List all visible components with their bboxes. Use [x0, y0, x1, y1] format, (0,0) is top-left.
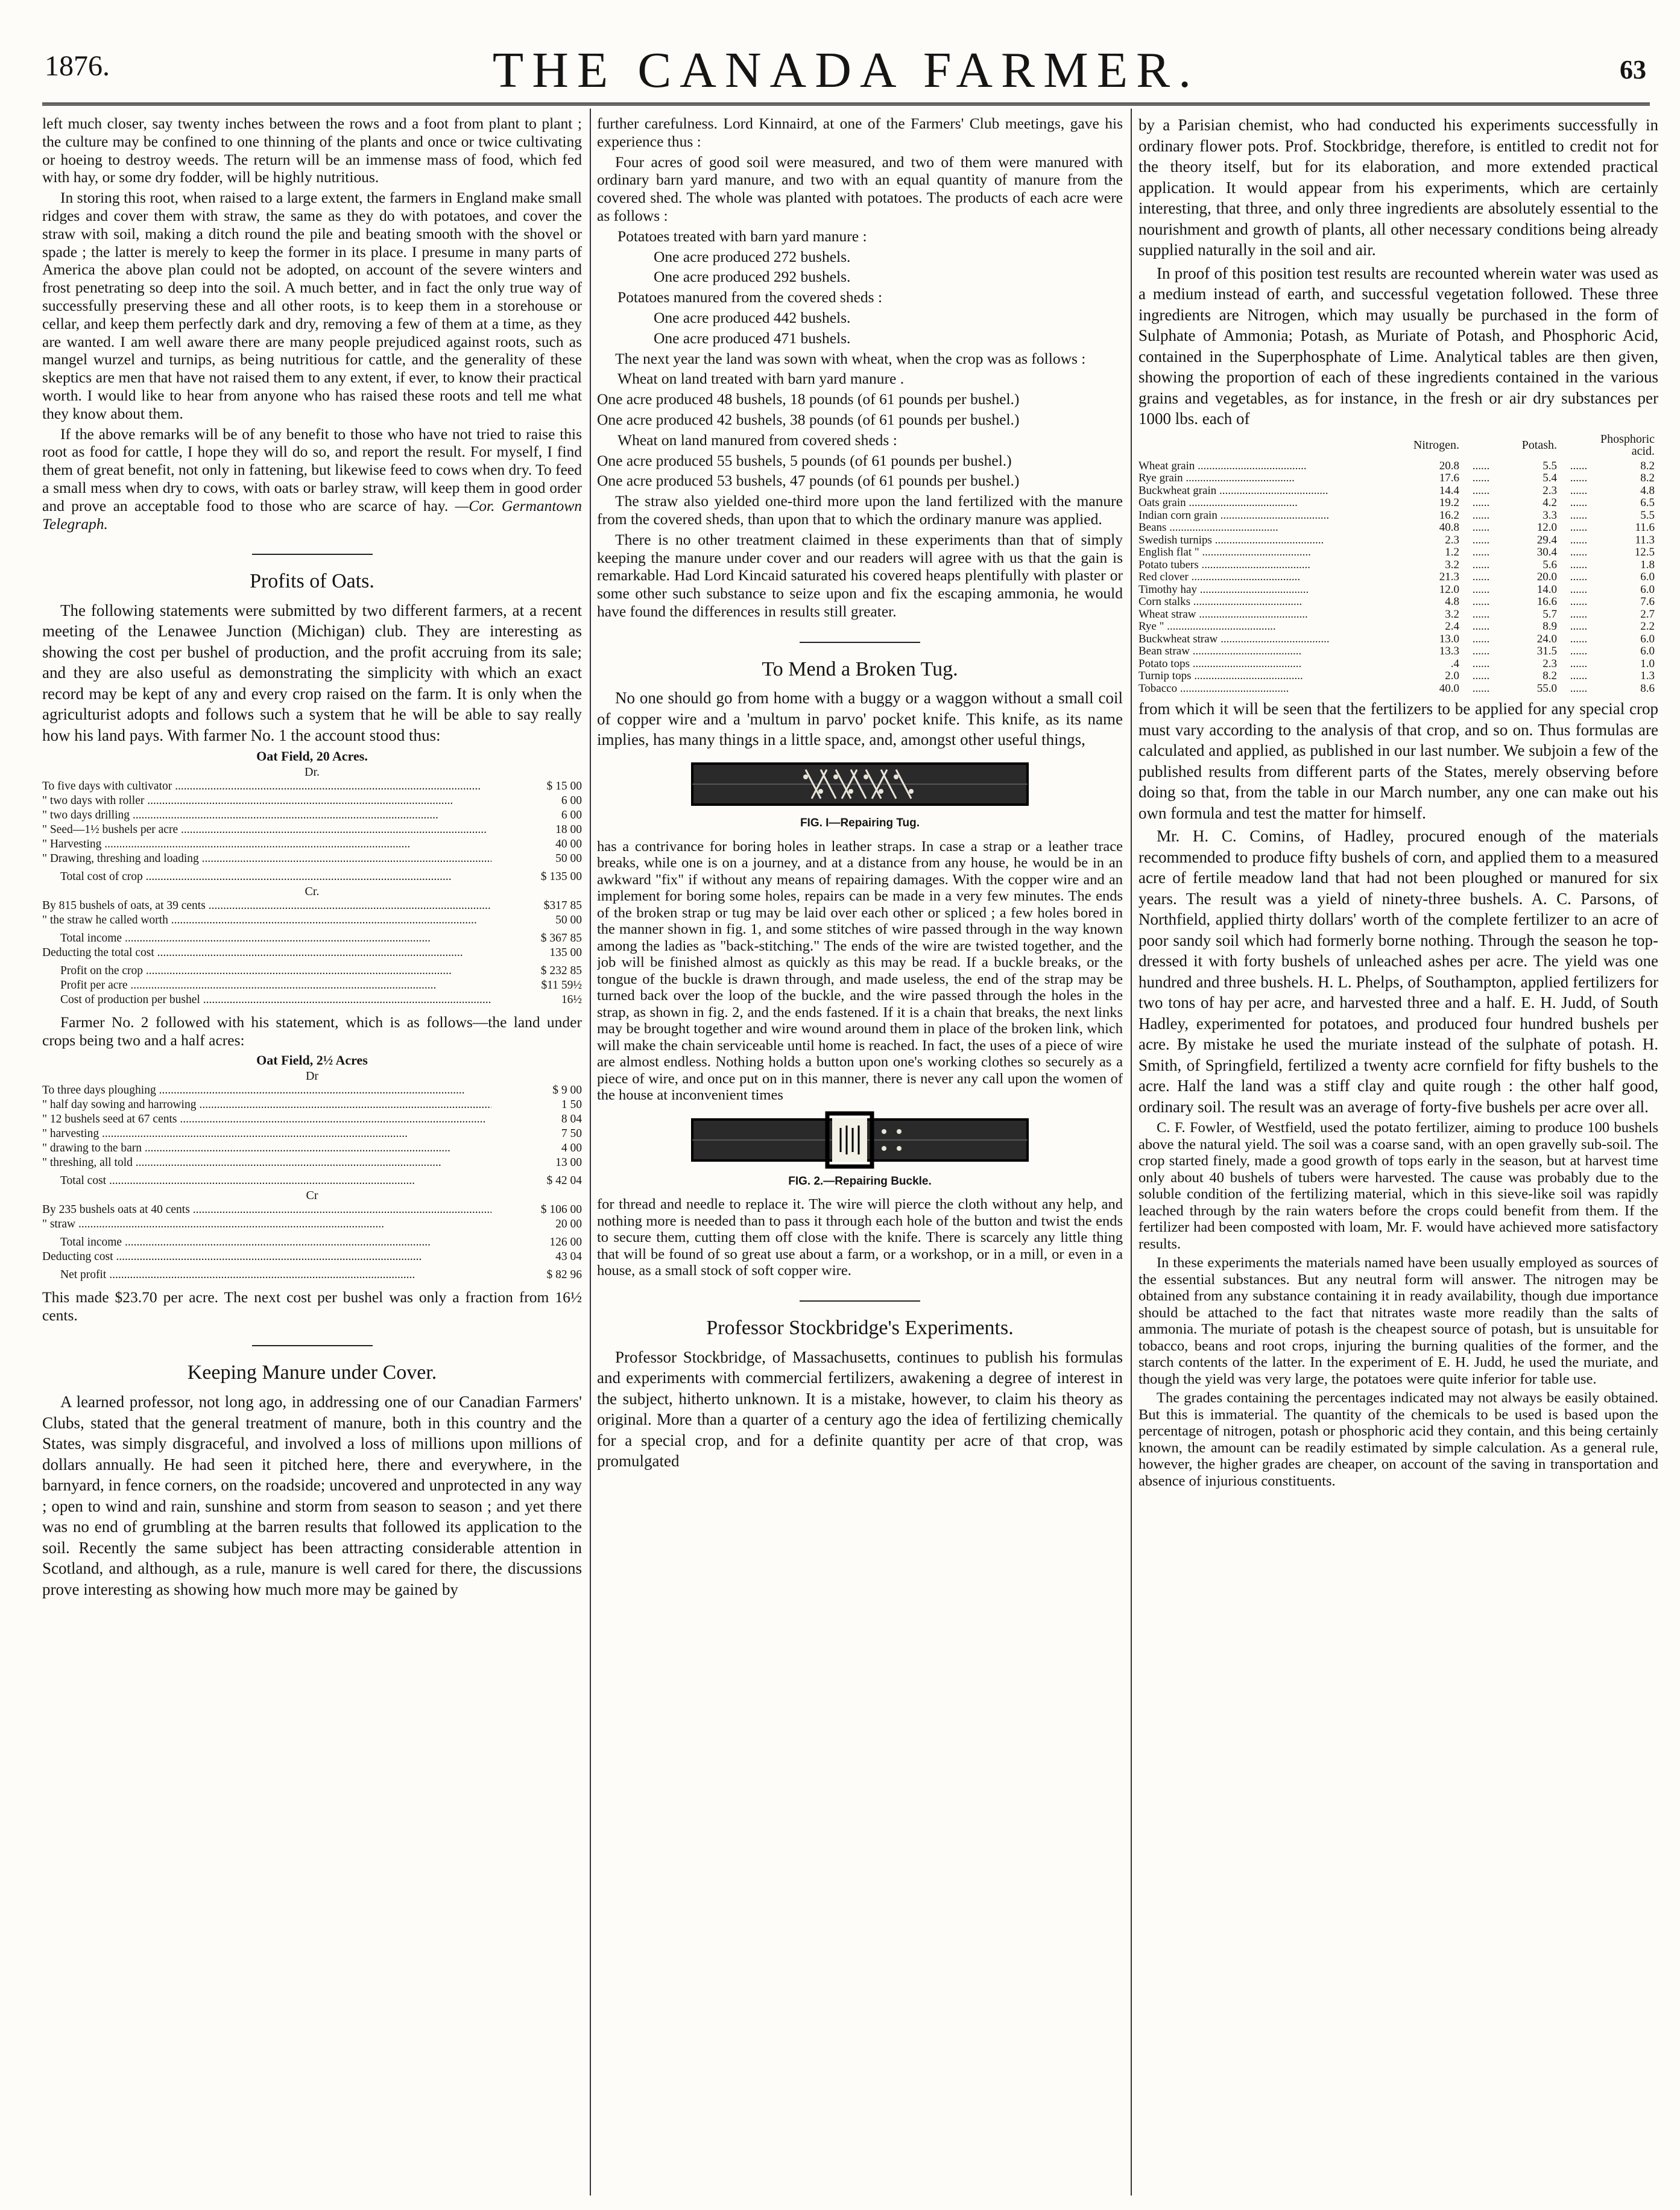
crop-name: English flat " .....: [1138, 546, 1405, 559]
leader: ......: [1570, 484, 1588, 497]
potash-value: 8.2: [1543, 670, 1557, 682]
nitrogen-value: 40.8: [1439, 521, 1459, 534]
leader: ......: [1570, 472, 1588, 484]
result-line: One acre produced 48 bushels, 18 pounds (of 61 pounds per bushel.): [597, 390, 1020, 408]
nitrogen-value: 2.3: [1445, 533, 1459, 546]
leader: ......: [1570, 571, 1588, 583]
phosphoric-acid-value: 6.0: [1640, 645, 1655, 657]
potash-value: 4.2: [1543, 496, 1557, 509]
leader: ......: [1472, 607, 1490, 621]
nitrogen-value: 13.0: [1439, 632, 1459, 645]
table-row: [1138, 670, 1658, 683]
crop-name: Timothy hay .....: [1138, 584, 1405, 597]
nitrogen-value: .4: [1450, 657, 1459, 670]
potash-value: 55.0: [1536, 682, 1557, 695]
potash-value: 20.0: [1536, 571, 1557, 583]
table-row: [1138, 485, 1658, 498]
article-paragraph: There is no other treatment claimed in these experiments than that of simply keeping the manure under cover and our readers will agree with us that the gain is remarkable. Had Lord Kincaid saturated his covered heaps plentifully with plaster or some other such substance to seize upon and fix the escaping ammonia, he would have found the differences in results still greater.: [597, 530, 1123, 620]
potash-value: 16.6: [1536, 595, 1557, 608]
account-row: " half day sowing and harrowing ..... 1 50: [42, 1098, 582, 1112]
leader: ......: [1472, 472, 1490, 484]
leader: ......: [1570, 496, 1588, 509]
table-row: [1138, 546, 1658, 559]
result-heading: Wheat on land treated with barn yard manure .: [617, 370, 905, 388]
column-1: [42, 115, 582, 2196]
heading-profits-of-oats: Profits of Oats.: [250, 570, 374, 593]
heading-keeping-manure: Keeping Manure under Cover.: [187, 1361, 437, 1384]
leader: ......: [1472, 645, 1490, 657]
crop-name: Tobacco .....: [1138, 683, 1405, 695]
leader: ......: [1570, 558, 1588, 571]
table-row: [1138, 596, 1658, 609]
leader: ......: [1472, 459, 1490, 472]
leader: ......: [1472, 521, 1490, 534]
phosphoric-acid-value: 2.7: [1640, 607, 1655, 621]
table-row: [1138, 633, 1658, 646]
heading-stockbridge-experiments: Professor Stockbridge's Experiments.: [706, 1316, 1014, 1339]
phosphoric-acid-value: 6.0: [1640, 571, 1655, 583]
article-paragraph: by a Parisian chemist, who had conducted his experiments successfully in ordinary flower pots. Prof. Stockbridge, therefore, is entitled to credit not for the theory itself, but for its elaboration, and more extended practical application. It would appear from his experiments, which are certainly interesting, that three, and only three ingredients are absolutely essential to the nourishment and growth of plants, all other necessary conditions being already supplied naturally in the soil and air.: [1138, 116, 1658, 259]
account-row: " threshing, all told ..... 13 00: [42, 1156, 582, 1170]
potash-value: 12.0: [1536, 521, 1557, 534]
leader: ......: [1472, 496, 1490, 509]
heading-mend-broken-tug: To Mend a Broken Tug.: [762, 657, 958, 680]
table-row: [1138, 658, 1658, 671]
crop-name: Oats grain .....: [1138, 497, 1405, 510]
table-row: [1138, 472, 1658, 485]
issue-year: 1876.: [45, 50, 110, 82]
leader: ......: [1472, 657, 1490, 670]
phosphoric-acid-value: 7.6: [1640, 595, 1655, 608]
article-paragraph: for thread and needle to replace it. The wire will pierce the cloth without any help, and nothing more is needed than to pass it through each hole of the button and twist the ends to secure them, cutting them off close with the knife. There is scarcely any little thing that will be found of so great use about a farm, or a workshop, or in a mill, or even in a house, as a small stock of soft copper wire.: [597, 1196, 1123, 1279]
potash-value: 8.9: [1543, 620, 1557, 633]
leader: ......: [1570, 546, 1588, 559]
nitrogen-value: 2.0: [1445, 670, 1459, 682]
article-paragraph: A learned professor, not long ago, in addressing one of our Canadian Farmers' Clubs, stated that the general treatment of manure, both in this country and the States, was simply disgraceful, and involved a loss of millions upon millions of dollars annually. He had seen it pitched here, there and everywhere, in the barnyard, in fence corners, on the roadside; uncovered and unprotected in any way ; open to wind and rain, sunshine and storm from season to season ; and yet there was no end of grumbling at the barren results that followed its application to the soil. Recently the same subject has been attracting considerable attention in Scotland, and although, as a rule, manure is well cared for there, the discussions prove interesting as showing how much more may be gained by: [42, 1393, 582, 1598]
article-paragraph: C. F. Fowler, of Westfield, used the potato fertilizer, aiming to produce 100 bushels above the natural yield. The soil was a coarse sand, with an open gravelly sub-soil. The crop started finely, made a good growth of tops early in the season, but at harvest time only about 40 bushels of tubers were harvested. The cause was probably due to the soluble condition of the fertilizing material, which in this sieve-like soil was rapidly leached through by the rain waters before the crops could benefit from them. If the fertilizer had been composted with loam, Mr. F. would have achieved more satisfactory results.: [1138, 1119, 1658, 1252]
figure-caption: FIG. I—Repairing Tug.: [800, 816, 920, 829]
account-table-farmer-2: [42, 1053, 582, 1282]
page-number: 63: [1620, 55, 1646, 84]
phosphoric-acid-value: 5.5: [1640, 508, 1655, 522]
article-paragraph: No one should go from home with a buggy or a waggon without a small coil of copper wire and a 'multum in parvo' pocket knife. This knife, as its name implies, has many things in a little space, and, amongst other useful things,: [597, 689, 1123, 749]
column-2: [597, 115, 1123, 2196]
table-row: [1138, 645, 1658, 658]
potash-value: 31.5: [1536, 645, 1557, 657]
potash-value: 5.6: [1543, 558, 1557, 571]
nitrogen-value: 3.2: [1445, 607, 1459, 621]
phosphoric-acid-value: 6.0: [1640, 583, 1655, 596]
table-row: [1138, 534, 1658, 547]
account-row: Profit on the crop ..... $ 232 85: [42, 964, 582, 978]
leader: ......: [1570, 583, 1588, 596]
table-row: [1138, 460, 1658, 473]
nitrogen-value: 17.6: [1439, 472, 1459, 484]
nitrogen-value: 4.8: [1445, 595, 1459, 608]
leader: ......: [1570, 459, 1588, 472]
account-debit-label: Dr: [305, 1069, 319, 1083]
nitrogen-value: 13.3: [1439, 645, 1459, 657]
leader: ......: [1570, 533, 1588, 546]
leader: ......: [1472, 558, 1490, 571]
table-row: [1138, 584, 1658, 597]
account-row: " Harvesting ..... 40 00: [42, 837, 582, 852]
crop-name: Beans .....: [1138, 522, 1405, 534]
nutrient-table: [1138, 433, 1658, 695]
nitrogen-value: 19.2: [1439, 496, 1459, 509]
article-paragraph: The next year the land was sown with wheat, when the crop was as follows :: [615, 349, 1086, 367]
table-row: [1138, 683, 1658, 695]
leader: ......: [1570, 645, 1588, 657]
leader: ......: [1472, 595, 1490, 608]
account-row: " two days with roller ..... 6 00: [42, 794, 582, 808]
leader: ......: [1570, 521, 1588, 534]
crop-name: Buckwheat straw .....: [1138, 633, 1405, 646]
phosphoric-acid-value: 11.3: [1635, 533, 1655, 546]
crop-name: Potato tubers .....: [1138, 559, 1405, 572]
crop-name: Wheat straw .....: [1138, 609, 1405, 621]
table-row: [1138, 522, 1658, 534]
leader: ......: [1570, 632, 1588, 645]
phosphoric-acid-value: 8.2: [1640, 472, 1655, 484]
column-rule: [1131, 109, 1132, 2196]
crop-name: Indian corn grain .....: [1138, 510, 1405, 522]
column-header: Nitrogen.: [1413, 438, 1459, 452]
account-total-row: Total cost ..... $ 42 04: [42, 1174, 582, 1188]
leader: ......: [1472, 484, 1490, 497]
section-divider: [597, 1291, 1123, 1309]
table-row: [1138, 510, 1658, 522]
repaired-strap-illustration: [691, 758, 1029, 811]
crop-name: Wheat grain .....: [1138, 460, 1405, 473]
account-row: " two days drilling ..... 6 00: [42, 808, 582, 823]
account-row: " 12 bushels seed at 67 cents ..... 8 04: [42, 1112, 582, 1127]
newspaper-title: THE CANADA FARMER.: [492, 42, 1200, 98]
potash-value: 5.4: [1543, 472, 1557, 484]
account-credit-label: Cr.: [305, 885, 320, 899]
potash-value: 24.0: [1536, 632, 1557, 645]
nitrogen-value: 12.0: [1439, 583, 1459, 596]
result-line: One acre produced 471 bushels.: [654, 329, 851, 347]
potash-value: 2.3: [1543, 657, 1557, 670]
account-row: " the straw he called worth ..... 50 00: [42, 913, 582, 928]
phosphoric-acid-value: 11.6: [1635, 521, 1655, 534]
result-heading: Wheat on land manured from covered sheds :: [617, 431, 897, 449]
column-header: Potash.: [1521, 438, 1557, 452]
table-row: [1138, 559, 1658, 572]
account-row: " Seed—1½ bushels per acre ..... 18 00: [42, 823, 582, 837]
crop-name: Rye " .....: [1138, 621, 1405, 633]
potash-value: 2.3: [1543, 484, 1557, 497]
phosphoric-acid-value: 12.5: [1634, 546, 1655, 559]
column-3: [1138, 115, 1658, 2196]
potash-value: 5.7: [1543, 607, 1557, 621]
result-heading: Potatoes manured from the covered sheds :: [617, 288, 883, 306]
result-line: One acre produced 55 bushels, 5 pounds (of 61 pounds per bushel.): [597, 451, 1012, 469]
article-paragraph: The straw also yielded one-third more upon the land fertilized with the manure from the covered sheds, than upon that to which the ordinary manure was applied.: [597, 492, 1123, 528]
account-row: By 235 bushels oats at 40 cents ..... $ 106 00: [42, 1203, 582, 1217]
result-line: One acre produced 292 bushels.: [654, 268, 851, 286]
result-line: One acre produced 42 bushels, 38 pounds (of 61 pounds per bushel.): [597, 410, 1020, 428]
section-divider: [42, 1337, 582, 1355]
potash-value: 30.4: [1536, 546, 1557, 559]
account-total-row: Total cost of crop ..... $ 135 00: [42, 870, 582, 884]
article-paragraph: The following statements were submitted by two different farmers, at a recent meeting of the Lenawee Junction (Michigan) club. They are interesting as showing the cost per bushel of production, and the profit accruing from its sale; and they are also useful as demonstrating the simplicity with which an exact record may be kept of any and every crop raised on the farm. It is only when the agriculturist adopts and follows such a system that he will be able to say really how his land pays. With farmer No. 1 the account stood thus:: [42, 601, 582, 744]
section-divider: [42, 545, 582, 563]
leader: ......: [1570, 682, 1588, 695]
leader: ......: [1570, 620, 1588, 633]
table-header-row: [1138, 433, 1658, 460]
table-row: [1138, 497, 1658, 510]
phosphoric-acid-value: 1.0: [1640, 657, 1655, 670]
account-row: By 815 bushels of oats, at 39 cents ..... $317 85: [42, 899, 582, 913]
article-paragraph: Four acres of good soil were measured, and two of them were manured with ordinary barn yard manure, and two with an equal quantity of manure from the covered shed. The whole was planted with potatoes. The products of each acre were as follows :: [597, 153, 1123, 224]
phosphoric-acid-value: 1.3: [1640, 670, 1655, 682]
account-row: To three days ploughing ..... $ 9 00: [42, 1083, 582, 1098]
leader: ......: [1570, 607, 1588, 621]
account-debit-label: Dr.: [305, 765, 320, 779]
article-paragraph: In proof of this position test results are recounted wherein water was used as a medium instead of earth, and successful vegetation followed. These three ingredients are Nitrogen, which may usually be purchased in the form of Sulphate of Ammonia; Potash, as Muriate of Potash, and Phosphoric Acid, contained in the Superphosphate of Lime. Analytical tables are then given, showing the proportion of each of these ingredients contained in the various grains and vegetables, as for instance, in the fresh or air dry substances per 1000 lbs. each of: [1138, 264, 1658, 428]
figure-repairing-tug: [597, 758, 1123, 832]
figure-caption: FIG. 2.—Repairing Buckle.: [788, 1174, 932, 1188]
account-table-farmer-1: [42, 749, 582, 1007]
phosphoric-acid-value: 4.8: [1640, 484, 1655, 497]
phosphoric-acid-value: 2.2: [1640, 620, 1655, 633]
account-row: Cost of production per bushel ..... 16½: [42, 993, 582, 1007]
phosphoric-acid-value: 8.2: [1640, 459, 1655, 472]
account-row: Deducting cost ..... 43 04: [42, 1250, 582, 1264]
potash-value: 5.5: [1543, 459, 1557, 472]
article-text: If the above remarks will be of any benefit to those who have not tried to raise this root as food for cattle, I hope they will do so, and report the result. For myself, I find them of great benefit, not only in fattening, but likewise feed to cows when dry. To feed a small mess when dry to cows, with oats or barley straw, will keep them in good order and prove an acceptable food to those who are scarce of hay.: [42, 425, 582, 515]
leader: ......: [1570, 508, 1588, 522]
potash-value: 14.0: [1536, 583, 1557, 596]
crop-name: Rye grain .....: [1138, 472, 1405, 485]
leader: ......: [1472, 571, 1490, 583]
masthead: [42, 36, 1650, 106]
nitrogen-value: 21.3: [1439, 571, 1459, 583]
nitrogen-value: 20.8: [1439, 459, 1459, 472]
article-paragraph: This made $23.70 per acre. The next cost per bushel was only a fraction from 16½ cents.: [42, 1288, 582, 1324]
potash-value: 3.3: [1543, 508, 1557, 522]
account-heading: Oat Field, 20 Acres.: [256, 749, 368, 764]
article-paragraph: from which it will be seen that the fertilizers to be applied for any special crop must vary according to the analysis of that crop, and so on. Thus formulas are calculated and applied, as published in our last number. We subjoin a few of the published results from different parts of the States, merely observing before doing so that, from the table in our March number, any one can make out his own formula and test the matter for himself.: [1138, 700, 1658, 822]
article-paragraph: Mr. H. C. Comins, of Hadley, procured enough of the materials recommended to produce fifty bushels of corn, and applied them to a measured acre of fertile meadow land that had not been ploughed or manured for six years. The result was a yield of ninety-three bushels. A. C. Parsons, of Northfield, applied thirty dollars' worth of the complete fertilizer to an acre of poor sandy soil which had formerly borne nothing. Through the season he top-dressed it with forty bushels of unleached ashes per acre. The yield was one hundred and three bushels. H. L. Phelps, of Southampton, applied fertilizers for two tons of hay per acre, and harvested three and a half. E. H. Judd, of South Hadley, experimented for potatoes, and produced four hundred bushels per acre. By mistake he used the muriate instead of the sulphate of potash. H. Smith, of Springfield, fertilized a twenty acre cornfield for fifty bushels to the acre. Half the land was a stiff clay and quite rough : the other half good, ordinary soil. The result was an average of forty-five bushels per acre over all.: [1138, 827, 1658, 1116]
column-rule: [590, 109, 591, 2196]
account-row: Profit per acre ..... $11 59½: [42, 978, 582, 993]
article-paragraph: further carefulness. Lord Kinnaird, at one of the Farmers' Club meetings, gave his experience thus :: [597, 115, 1123, 150]
leader: ......: [1570, 670, 1588, 682]
crop-name: Bean straw .....: [1138, 645, 1405, 658]
nitrogen-value: 14.4: [1439, 484, 1459, 497]
table-row: [1138, 571, 1658, 584]
phosphoric-acid-value: 6.0: [1640, 632, 1655, 645]
leader: ......: [1472, 620, 1490, 633]
account-credit-label: Cr: [306, 1189, 318, 1203]
leader: ......: [1570, 595, 1588, 608]
leader: ......: [1570, 657, 1588, 670]
potash-value: 29.4: [1536, 533, 1557, 546]
article-paragraph: [42, 425, 582, 533]
leader: ......: [1472, 583, 1490, 596]
leader: ......: [1472, 508, 1490, 522]
column-header: Phosphoric acid.: [1600, 432, 1655, 458]
leader: ......: [1472, 632, 1490, 645]
result-line: One acre produced 442 bushels.: [654, 308, 851, 326]
result-line: One acre produced 53 bushels, 47 pounds (of 61 pounds per bushel.): [597, 472, 1020, 490]
repaired-buckle-illustration: [691, 1111, 1029, 1169]
section-divider: [597, 633, 1123, 651]
result-heading: Potatoes treated with barn yard manure :: [617, 227, 867, 245]
article-paragraph: has a contrivance for boring holes in leather straps. In case a strap or a leather trace breaks, while one is on a journey, and at a distance from any house, he would be in an awkward "fix" if without any means of repairing damages. With the copper wire and an implement for boring some holes, repairs can be made in a very few minutes. The ends of the broken strap or tug may be laid over each other or spliced ; a few holes bored in the manner shown in fig. 1, and some stitches of wire passed through in the way known among the ladies as "back-stitching." The ends of the wire are twisted together, and the job will be finished almost as quickly as this may be read. If a buckle breaks, or the tongue of the buckle is drawn through, and made useless, the end of the strap may be turned back over the loop of the buckle, and the wire passed through the holes in the strap, as shown in fig. 2, and the ends fastened. If it is a chain that breaks, the next links may be brought together and wire wound around them in place of the broken link, which will make the chain serviceable until home is reached. In fact, the uses of a piece of wire are almost endless. Nothing holds a button upon one's working clothes so securely as a piece of wire, and once put on in this manner, there is never any call upon the women of the house at inconvenient times: [597, 838, 1123, 1104]
account-row: " Drawing, threshing and loading ..... 50 00: [42, 852, 582, 866]
figure-repairing-buckle: [597, 1111, 1123, 1191]
leader: ......: [1472, 670, 1490, 682]
result-line: One acre produced 272 bushels.: [654, 247, 851, 265]
article-paragraph: The grades containing the percentages indicated may not always be easily obtained. But this is immaterial. The quantity of the chemicals to be used is based upon the percentage of nitrogen, potash or phosphoric acid they contain, and this being certainly known, the amount can be readily estimated by simple calculation. As a general rule, however, the higher grades are cheaper, on account of the saving in transportation and absence of injurious constituents.: [1138, 1390, 1658, 1489]
crop-name: Potato tops .....: [1138, 658, 1405, 671]
crop-name: Buckwheat grain .....: [1138, 485, 1405, 498]
account-row: To five days with cultivator ..... $ 15 00: [42, 779, 582, 794]
leader: ......: [1472, 533, 1490, 546]
crop-name: Red clover .....: [1138, 571, 1405, 584]
nitrogen-value: 16.2: [1439, 508, 1459, 522]
phosphoric-acid-value: 8.6: [1640, 682, 1655, 695]
article-paragraph: In these experiments the materials named have been usually employed as sources of the essential substances. But any neutral form will answer. The nitrogen may be obtained from any substance containing it in ready availability, though due importance should be attached to the fact that nitrates waste more readily than the salts of ammonia. The muriate of potash is the cheapest source of potash, but is unsuitable for tobacco, beans and root crops, injuring the burning qualities of the former, and the starch contents of the latter. In the experiment of E. H. Judd, he used the muriate, and though the yield was very large, the potatoes were quite inferior for table use.: [1138, 1255, 1658, 1387]
article-paragraph: left much closer, say twenty inches between the rows and a foot from plant to plant ; the culture may be confined to one thinning of the plants and once or twice cultivating or hoeing to destroy weeds. The return will be an immense mass of food, which fed with hay, or some dry fodder, will be highly nutritious.: [42, 115, 582, 186]
article-paragraph: Professor Stockbridge, of Massachusetts, continues to publish his formulas and experiments with commercial fertilizers, awakening a degree of interest in the subject, hitherto unknown. It is a mistake, however, to claim his theory as original. More than a quarter of a century ago the idea of fertilizing chemically for a special crop, and for a definite quantity per acre of that crop, was promulgated: [597, 1347, 1123, 1470]
crop-name: Swedish turnips .....: [1138, 534, 1405, 547]
nitrogen-value: 2.4: [1445, 620, 1459, 633]
account-total-row: Total income ..... $ 367 85: [42, 931, 582, 946]
account-row: " harvesting ..... 7 50: [42, 1127, 582, 1141]
article-paragraph: In storing this root, when raised to a large extent, the farmers in England make small ridges and cover them with straw, the same as they do with potatoes, and cover the straw with soil, making a ditch round the pile and beating smooth with the shovel or spade ; the latter is merely to keep the former in its place. I presume in many parts of America the above plan could not be adopted, on account of the severe winters and frost penetrating so deep into the soil. A much better, and in fact the only true way of successfully preserving these and all other roots, is to keep them in a storehouse or cellar, and keep them perfectly dark and dry, removing a few of them at a time, as they are wanted. I am well aware there are many people prejudiced against roots, such as mangel wurzel and turnips, as being nutritious for cattle, and the generality of these skeptics are men that have not raised them to any extent, if ever, to know their practical worth. I would like to hear from anyone who has raised these roots and tell me what they know about them.: [42, 189, 582, 422]
article-signature: —Cor. Germantown Telegraph.: [42, 496, 582, 533]
article-paragraph: Farmer No. 2 followed with his statement, which is as follows—the land under crops being two and a half acres:: [42, 1013, 582, 1050]
phosphoric-acid-value: 6.5: [1640, 496, 1655, 509]
nitrogen-value: 3.2: [1445, 558, 1459, 571]
nitrogen-value: 1.2: [1445, 546, 1459, 559]
table-row: [1138, 621, 1658, 633]
table-row: [1138, 609, 1658, 621]
crop-name: Turnip tops .....: [1138, 670, 1405, 683]
leader: ......: [1472, 682, 1490, 695]
crop-name: Corn stalks .....: [1138, 596, 1405, 609]
leader: ......: [1472, 546, 1490, 559]
account-row: Deducting the total cost ..... 135 00: [42, 946, 582, 960]
account-net-profit-row: Net profit ..... $ 82 96: [42, 1268, 582, 1282]
phosphoric-acid-value: 1.8: [1640, 558, 1655, 571]
account-row: " drawing to the barn ..... 4 00: [42, 1141, 582, 1156]
nitrogen-value: 40.0: [1439, 682, 1459, 695]
account-row: " straw ..... 20 00: [42, 1217, 582, 1232]
account-total-row: Total income ..... 126 00: [42, 1235, 582, 1250]
account-heading: Oat Field, 2½ Acres: [256, 1053, 368, 1068]
